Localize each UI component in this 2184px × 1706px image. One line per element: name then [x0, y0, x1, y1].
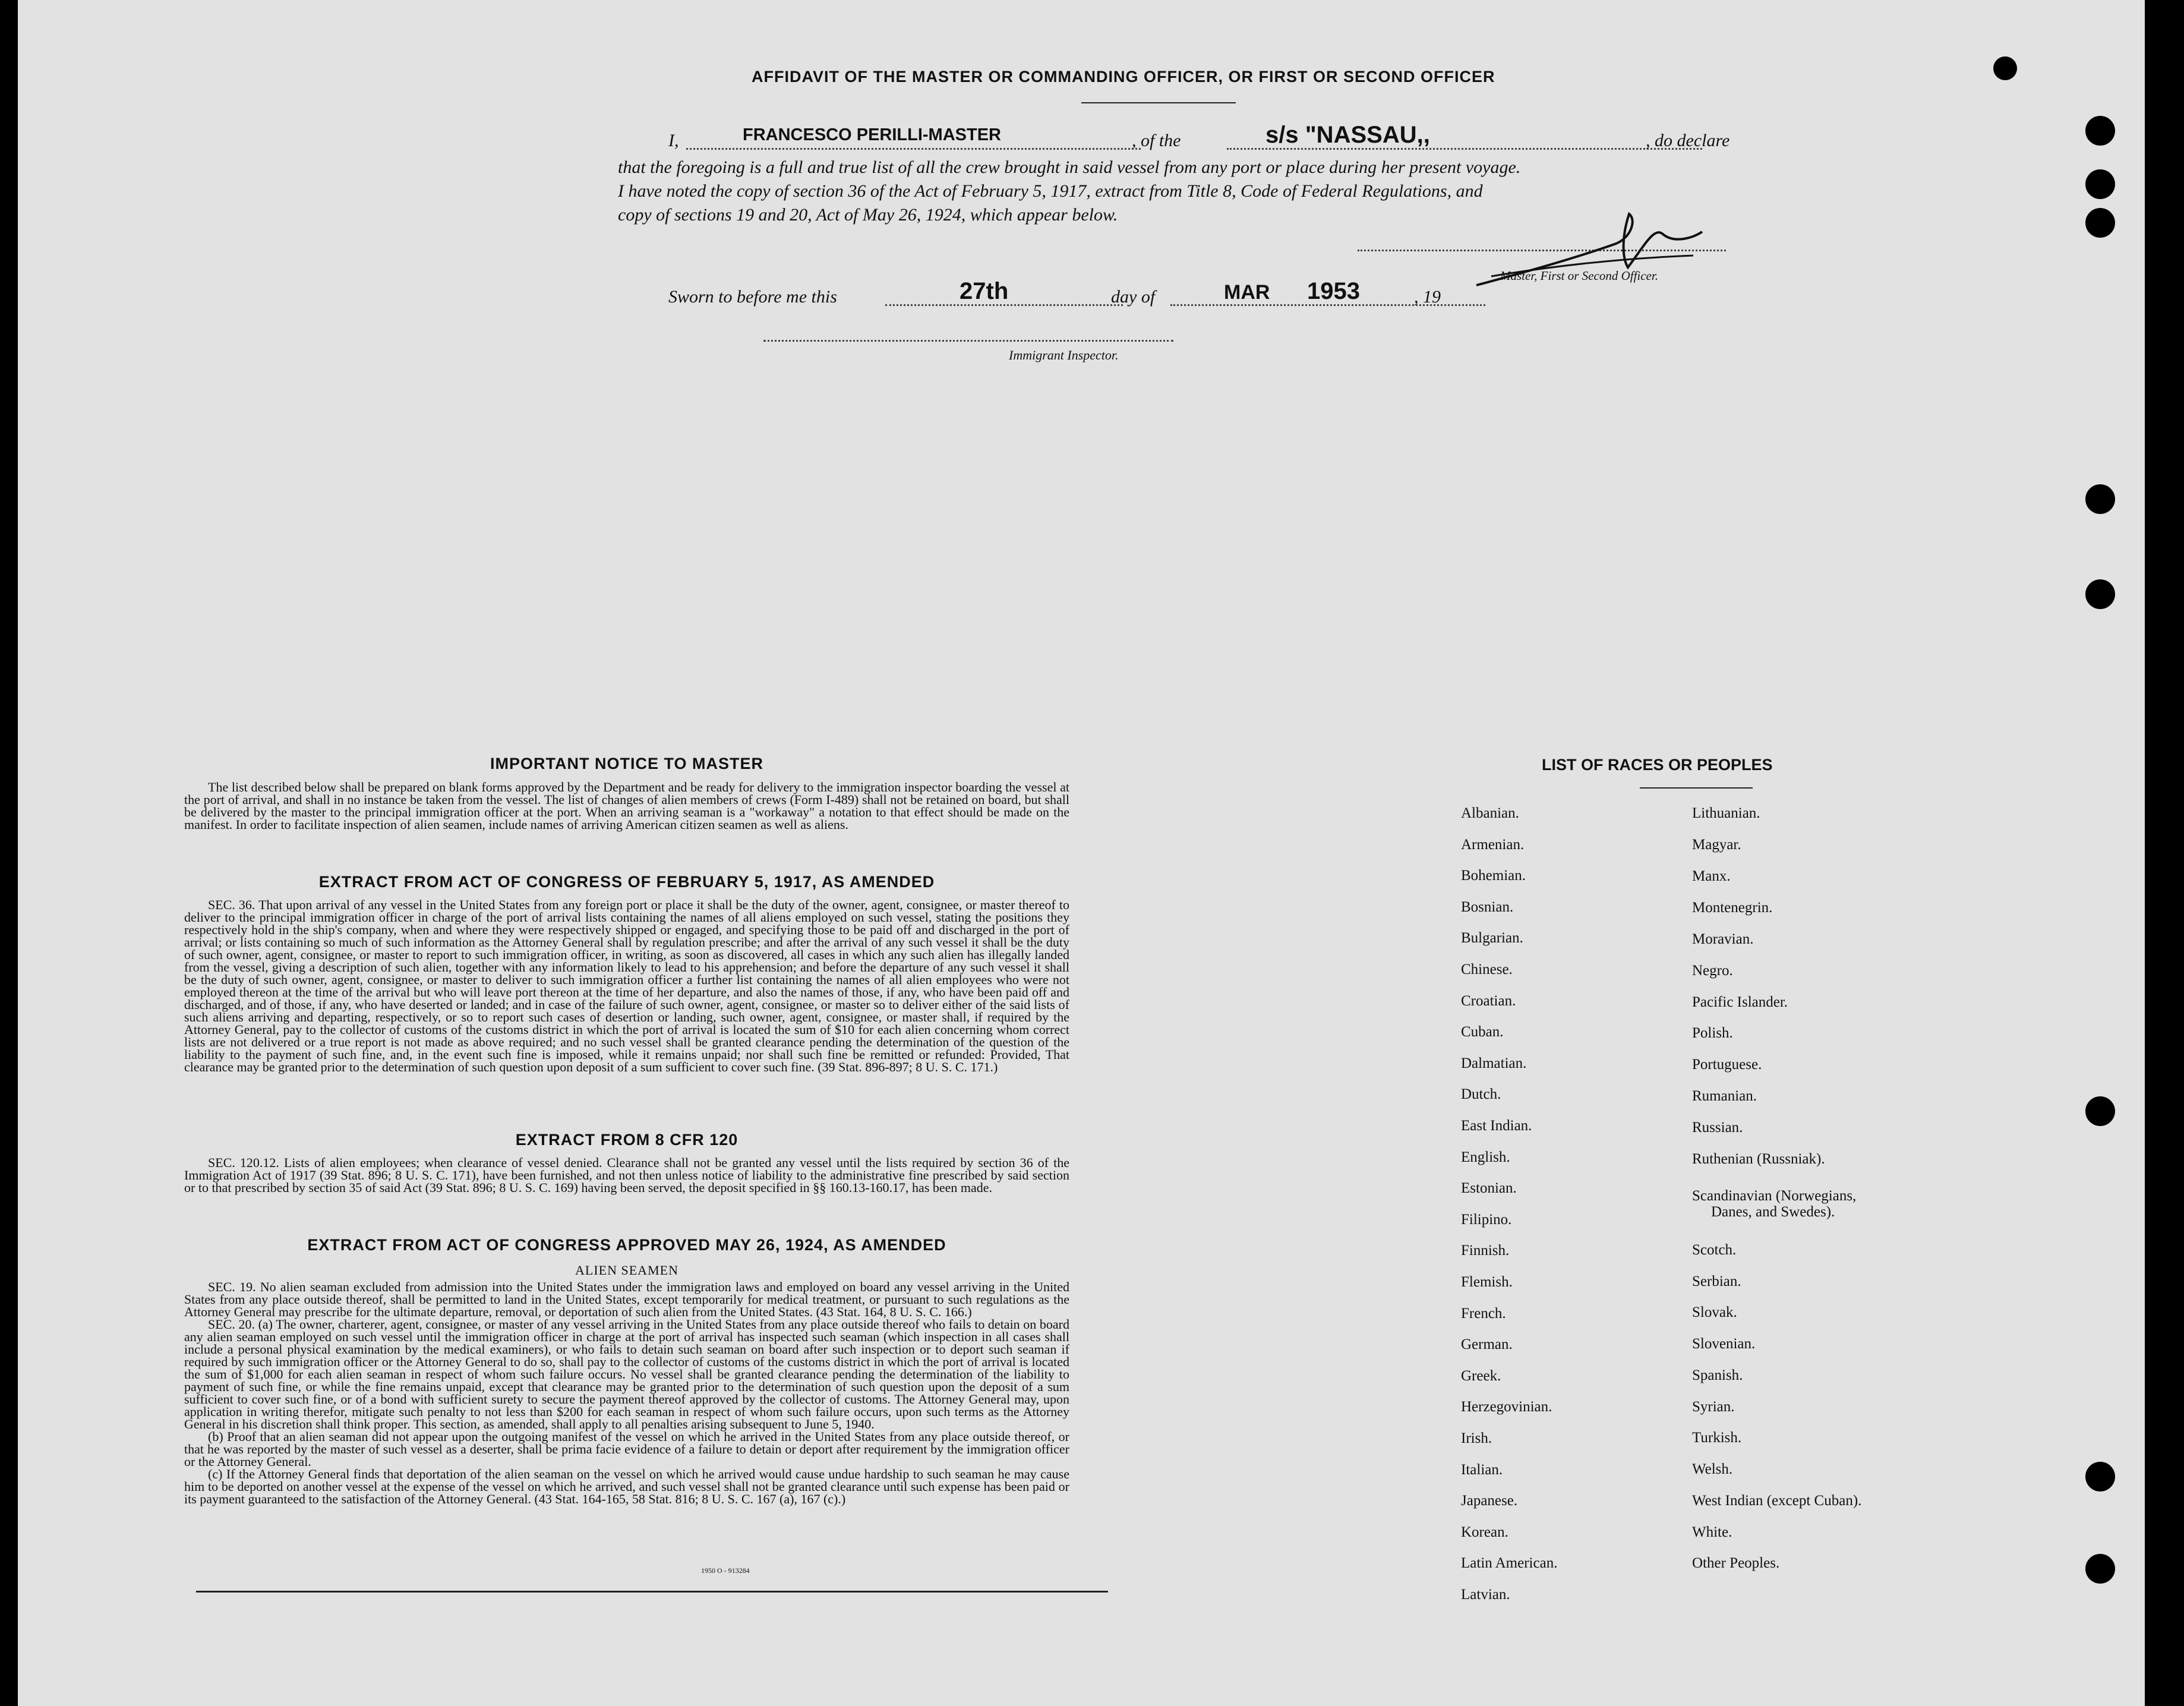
race-item: Italian. — [1461, 1461, 1503, 1478]
extract-1924-subtitle: ALIEN SEAMEN — [575, 1263, 678, 1278]
extract-1917-text: SEC. 36. That upon arrival of any vessel in the United States from any foreign port or place it shall be the duty of the owner, agent, consignee, or master thereof to deliver to the principal immigration officer in charge of the port of arrival lists containing the names of all aliens employed on such vessel, stating the positions they respectively hold in the ship's company, when and where they were respectively shipped or engaged, and specifying those to be paid off and discharged in the port of arrival; or lists containing so much of such information as the Attorney General shall by regulation prescribe; and after the arrival of any such vessel it shall be the duty of such owner, agent, consignee, or master to report to such immigration officer, in writing, as soon as discovered, all cases in which any such alien has illegally landed from the vessel, giving a description of such alien, together with any information likely to lead to his apprehension; and before the departure of any such vessel it shall be the duty of such owner, agent, consignee, or master to deliver to such immigration officer a further list containing the names of all alien employees who were not employed thereon at the time of the arrival but who will leave port thereon at the time of her departure, and also the names of those, if any, who have been paid off and discharged, and of those, if any, who have deserted or landed; and in case of the failure of such owner, agent, consignee, or master so to deliver either of the said lists of such aliens arriving and departing, respectively, or so to report such cases of desertion or landing, such owner, agent, consignee, or master shall, if required by the Attorney General, pay to the collector of customs of the customs district in which the port of arrival is located the sum of $10 for each alien concerning whom correct lists are not delivered or a true report is not made as above required; and no such vessel shall be granted clearance pending the determination of the question of the liability to the payment of such fine, and, in the event such fine is imposed, while it remains unpaid; nor shall such fine be remitted or refunded: Provided, That clearance may be granted prior to the determination of such question upon deposit of a sum sufficient to cover such fine. (39 Stat. 896-897; 8 U. S. C. 171.) — [184, 897, 1069, 1074]
race-item: Greek. — [1461, 1367, 1501, 1384]
punch-hole — [2085, 484, 2115, 514]
sec-20b-text: (b) Proof that an alien seaman did not appear upon the outgoing manifest of the vessel on which he arrived in the United States from any place outside thereof, or that he was reported by the master of such vessel as a deserter, shall be prima facie evidence of a failure to detain or deport after requirement by the immigration officer or the Attorney General. — [184, 1429, 1069, 1469]
race-item: Scandinavian (Norwegians, — [1692, 1188, 1857, 1204]
notice-title: IMPORTANT NOTICE TO MASTER — [490, 755, 763, 772]
i-prefix: I, — [668, 131, 679, 150]
race-item: Polish. — [1692, 1025, 1733, 1041]
extract-cfr-body — [184, 1156, 1069, 1194]
race-item: Russian. — [1692, 1120, 1743, 1136]
punch-hole — [2085, 169, 2115, 199]
extract-1924-title: EXTRACT FROM ACT OF CONGRESS APPROVED MAY 26, 1924, AS AMENDED — [307, 1236, 946, 1254]
affidavit-line-3: I have noted the copy of section 36 of the Act of February 5, 1917, extract from Title 8, Code of Federal Regulations, and — [618, 181, 1483, 201]
race-item: Latvian. — [1461, 1587, 1510, 1603]
punch-hole — [2085, 579, 2115, 609]
affidavit-line-2: that the foregoing is a full and true list of all the crew brought in said vessel from any port or place during her present voyage. — [618, 157, 1521, 177]
race-item: Dutch. — [1461, 1086, 1501, 1103]
day-of-text: day of — [1111, 287, 1156, 307]
race-item: Welsh. — [1692, 1461, 1733, 1477]
signature-caption: Master, First or Second Officer. — [1500, 269, 1658, 283]
extract-cfr-title: EXTRACT FROM 8 CFR 120 — [515, 1131, 738, 1149]
races-title: LIST OF RACES OR PEOPLES — [1542, 756, 1773, 774]
inspector-signature-line — [763, 340, 1173, 342]
race-item: Bulgarian. — [1461, 930, 1523, 947]
affidavit-title: AFFIDAVIT OF THE MASTER OR COMMANDING OFFICER, OR FIRST OR SECOND OFFICER — [752, 68, 1495, 86]
print-code: 1950 O - 913284 — [701, 1566, 750, 1575]
race-item: Spanish. — [1692, 1367, 1743, 1383]
of-the-text: , of the — [1132, 131, 1181, 150]
race-item: Serbian. — [1692, 1273, 1741, 1289]
year-prefix: , 19 — [1414, 287, 1441, 307]
race-item: Flemish. — [1461, 1274, 1513, 1290]
race-item: Danes, and Swedes). — [1711, 1204, 1835, 1220]
day-value: 27th — [960, 278, 1009, 304]
race-item: Korean. — [1461, 1524, 1508, 1540]
race-item: Estonian. — [1461, 1180, 1517, 1197]
race-item: Slovak. — [1692, 1304, 1737, 1320]
month-value: MAR — [1224, 281, 1270, 304]
notice-body — [184, 781, 1069, 831]
race-item: Moravian. — [1692, 931, 1754, 947]
extract-cfr-text: SEC. 120.12. Lists of alien employees; when clearance of vessel denied. Clearance shall not be granted any vessel until the lists required by section 36 of the Immigration Act of 1917 (39 Stat. 896; 8 U. S. C. 171), have been furnished, and not then unless notice of liability to the administrative fine prescribed by said section or to that prescribed by section 35 of said Act (39 Stat. 896; 8 U. S. C. 169) having been served, the deposit specified in §§ 160.13-160.17, has been made. — [184, 1155, 1069, 1195]
extract-1917-body — [184, 898, 1069, 1073]
vessel-name-value: s/s "NASSAU,, — [1265, 122, 1430, 148]
punch-hole — [2085, 208, 2115, 238]
sworn-text: Sworn to before me this — [668, 287, 837, 307]
document-page — [18, 0, 2145, 1706]
race-item: Pacific Islander. — [1692, 994, 1788, 1010]
extract-1917-title: EXTRACT FROM ACT OF CONGRESS OF FEBRUARY 5, 1917, AS AMENDED — [318, 873, 935, 891]
punch-hole — [1993, 56, 2017, 80]
races-title-underline — [1640, 787, 1753, 789]
race-item: Syrian. — [1692, 1399, 1735, 1415]
race-item: Bosnian. — [1461, 898, 1514, 915]
race-item: Slovenian. — [1692, 1336, 1756, 1352]
notice-text: The list described below shall be prepared on blank forms approved by the Department and be ready for delivery to the immigration inspector boarding the vessel at the port of arrival, and shall in no instance be taken from the vessel. The list of changes of alien members of crews (Form I-489) shall not be retained on board, but shall be delivered by the master to the principal immigration officer at the port. When an arriving seaman is a "workaway" a notation to that effect should be made on the manifest. In order to facilitate inspection of alien seamen, include names of arriving American citizen seamen as well as aliens. — [184, 780, 1069, 832]
race-item: Cuban. — [1461, 1024, 1504, 1040]
race-item: Scotch. — [1692, 1242, 1737, 1258]
race-item: Latin American. — [1461, 1555, 1558, 1572]
extract-1924-body — [184, 1281, 1069, 1505]
punch-hole — [2085, 1554, 2115, 1584]
race-item: Croatian. — [1461, 992, 1516, 1009]
sec-20a-text: SEC. 20. (a) The owner, charterer, agent, consignee, or master of any vessel arriving in the United States from any place outside thereof who fails to detain on board any alien seaman employed on such vessel until the immigration officer in charge at the port of arrival has inspected such seaman (which inspection in all cases shall include a personal physical examination by the medical examiners), or who fails to detain such seaman on board after such inspection or to deport such seaman if required by such immigration officer or the Attorney General to do so, shall pay to the collector of customs of the customs district in which the port of arrival is located the sum of $1,000 for each alien seaman in respect of whom such failure occurs. No vessel shall be granted clearance pending the determination of the liability to payment of such fine, or while the fine remains unpaid, except that clearance may be granted prior to the determination of such question upon the deposit of a sum sufficient to cover such fine, or of a bond with sufficient surety to secure the payment thereof approved by the collector of customs. The Attorney General may, upon application in writing therefor, mitigate such penalty to not less than $200 for each seaman in respect of whom such failure occurs, upon such terms as the Attorney General in his discretion shall think proper. This section, as amended, shall apply to all penalties arising subsequent to June 5, 1940. — [184, 1317, 1069, 1431]
sec-19-text: SEC. 19. No alien seaman excluded from admission into the United States under the immigration laws and employed on board any vessel arriving in the United States from any place outside thereof, shall be permitted to land in the United States, except temporarily for medical treatment, or pursuant to such regulations as the Attorney General may prescribe for the ultimate departure, removal, or deportation of such alien from the United States. (43 Stat. 164, 8 U. S. C. 166.) — [184, 1279, 1069, 1319]
race-item: Chinese. — [1461, 961, 1513, 977]
race-item: Magyar. — [1692, 837, 1741, 853]
race-item: Bohemian. — [1461, 868, 1526, 884]
footer-rule — [196, 1591, 1108, 1593]
year-value: 1953 — [1307, 278, 1360, 304]
race-item: Japanese. — [1461, 1493, 1518, 1509]
race-item: Negro. — [1692, 963, 1733, 979]
affidavit-line-1 — [668, 122, 1750, 153]
sec-20c-text: (c) If the Attorney General finds that deportation of the alien seaman on the vessel on which he arrived would cause undue hardship to such seaman he may cause him to be deported on another vessel at the expense of the vessel on which he arrived, and such vessel shall not be granted clearance until such expense has been paid or its payment guaranteed to the satisfaction of the Attorney General. (43 Stat. 164-165, 58 Stat. 816; 8 U. S. C. 167 (a), 167 (c).) — [184, 1467, 1069, 1506]
race-item: Lithuanian. — [1692, 805, 1760, 821]
race-item: Portuguese. — [1692, 1057, 1762, 1073]
race-item: Irish. — [1461, 1430, 1492, 1446]
inspector-caption: Immigrant Inspector. — [1009, 348, 1119, 362]
race-item: Herzegovinian. — [1461, 1399, 1552, 1415]
race-item: Ruthenian (Russniak). — [1692, 1151, 1825, 1167]
race-item: Rumanian. — [1692, 1088, 1757, 1104]
sworn-line — [668, 278, 1500, 314]
master-name-value: FRANCESCO PERILLI-MASTER — [743, 125, 1001, 144]
title-underline — [1081, 102, 1236, 103]
do-declare-text: , do declare — [1646, 131, 1730, 150]
race-item: East Indian. — [1461, 1118, 1532, 1134]
punch-hole — [2085, 1096, 2115, 1126]
race-item: Manx. — [1692, 868, 1731, 884]
race-item: English. — [1461, 1149, 1510, 1165]
race-item: German. — [1461, 1336, 1513, 1353]
race-item: Other Peoples. — [1692, 1555, 1780, 1571]
race-item: White. — [1692, 1524, 1732, 1540]
race-item: West Indian (except Cuban). — [1692, 1493, 1862, 1509]
punch-hole — [2085, 1462, 2115, 1491]
race-item: Montenegrin. — [1692, 900, 1773, 916]
race-item: Filipino. — [1461, 1211, 1512, 1228]
affidavit-line-4: copy of sections 19 and 20, Act of May 26, 1924, which appear below. — [618, 205, 1118, 225]
race-item: Armenian. — [1461, 836, 1525, 853]
race-item: French. — [1461, 1305, 1506, 1322]
race-item: Finnish. — [1461, 1243, 1510, 1259]
race-item: Dalmatian. — [1461, 1055, 1527, 1071]
race-item: Turkish. — [1692, 1430, 1742, 1446]
race-item: Albanian. — [1461, 805, 1519, 821]
punch-hole — [2085, 116, 2115, 146]
